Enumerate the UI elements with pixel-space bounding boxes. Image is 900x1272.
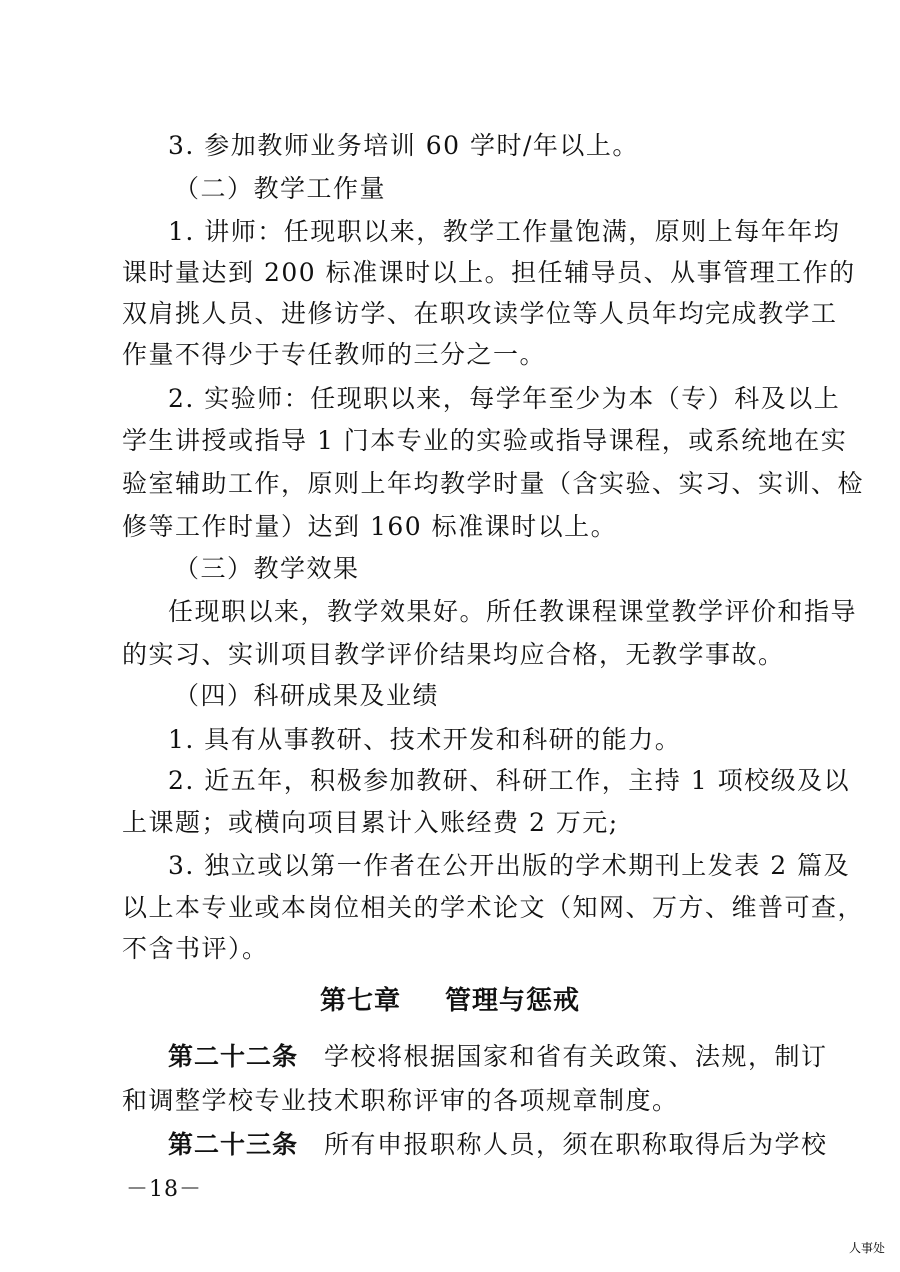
- text-line: 修等工作时量）达到 160 标准课时以上。: [122, 512, 618, 541]
- text-line: 2. 实验师：任现职以来，每学年至少为本（专）科及以上: [168, 384, 841, 413]
- chapter-title: 管理与惩戒: [445, 986, 581, 1016]
- text-line: 以上本专业或本岗位相关的学术论文（知网、万方、维普可查，: [122, 893, 865, 922]
- article-label: 第二十三条: [168, 1130, 299, 1159]
- text-line: 3. 参加教师业务培训 60 学时/年以上。: [168, 131, 639, 160]
- text-line: 的实习、实训项目教学评价结果均应合格，无教学事故。: [122, 640, 785, 669]
- text-line: 和调整学校专业技术职称评审的各项规章制度。: [122, 1086, 679, 1115]
- section-heading: （四）科研成果及业绩: [174, 681, 440, 710]
- text-line: 3. 独立或以第一作者在公开出版的学术期刊上发表 2 篇及: [168, 851, 851, 880]
- department-mark: 人事处: [849, 1241, 886, 1255]
- article-text: 所有申报职称人员，须在职称取得后为学校: [324, 1130, 828, 1159]
- text-line: 课时量达到 200 标准课时以上。担任辅导员、从事管理工作的: [122, 258, 856, 287]
- text-line: 学生讲授或指导 1 门本专业的实验或指导课程，或系统地在实: [122, 426, 848, 455]
- text-line: 作量不得少于专任教师的三分之一。: [122, 340, 547, 369]
- text-line: 1. 讲师：任现职以来，教学工作量饱满，原则上每年年均: [168, 217, 841, 246]
- article-23: [168, 1130, 828, 1160]
- text-line: 任现职以来，教学效果好。所任教课程课堂教学评价和指导: [168, 597, 858, 626]
- chapter-heading: [0, 985, 900, 1017]
- article-22: [168, 1042, 828, 1072]
- article-text: 学校将根据国家和省有关政策、法规，制订: [324, 1042, 828, 1071]
- page-number: －18－: [126, 1177, 202, 1202]
- text-line: 上课题；或横向项目累计入账经费 2 万元;: [122, 808, 619, 837]
- section-heading: （二）教学工作量: [174, 174, 387, 203]
- text-line: 验室辅助工作，原则上年均教学时量（含实验、实习、实训、检: [122, 469, 865, 498]
- section-heading: （三）教学效果: [174, 554, 360, 583]
- chapter-number: 第七章: [319, 986, 401, 1016]
- text-line: 2. 近五年，积极参加教研、科研工作，主持 1 项校级及以: [168, 766, 851, 795]
- text-line: 双肩挑人员、进修访学、在职攻读学位等人员年均完成教学工: [122, 299, 838, 328]
- text-line: 1. 具有从事教研、技术开发和科研的能力。: [168, 725, 682, 754]
- article-label: 第二十二条: [168, 1042, 299, 1071]
- text-line: 不含书评）。: [122, 934, 269, 963]
